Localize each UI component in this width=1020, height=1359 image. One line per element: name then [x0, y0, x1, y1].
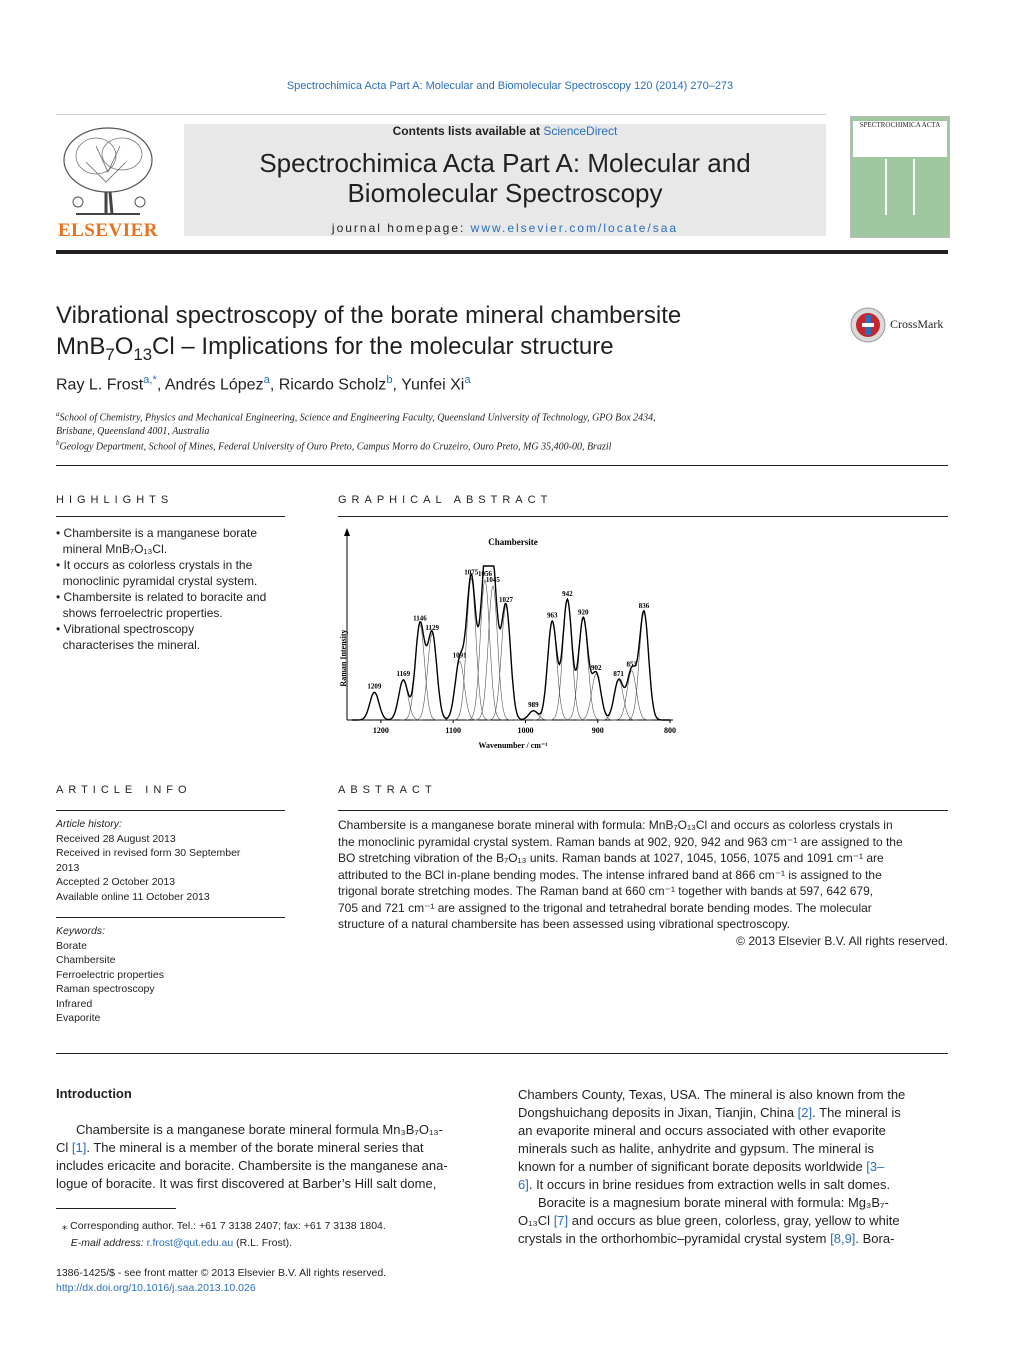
- elsevier-logo: [56, 122, 160, 240]
- keywords-list: Keywords: Borate Chambersite Ferroelectric properties Raman spectroscopy Infrared Evaporite: [56, 924, 281, 1026]
- x-tick-label: 1200: [372, 726, 389, 735]
- divider: [56, 465, 948, 466]
- author-name[interactable]: Ricardo Scholz: [278, 376, 387, 394]
- keyword: Borate: [56, 939, 87, 952]
- journal-homepage: journal homepage: www.elsevier.com/locate/saa: [331, 221, 679, 235]
- peak-label: 1146: [413, 614, 427, 623]
- header-rule: [56, 250, 948, 254]
- affiliation-b: $^b$Geology Department, School of Mines, Federal University of Ouro Preto, Campus Morro do Cruzeiro, Ouro Preto, MG 35,400-00, Brazil: [56, 439, 612, 453]
- peak-label: 836: [638, 602, 650, 611]
- section-heading: Introduction: [56, 1086, 132, 1101]
- email-link[interactable]: r.frost@qut.edu.au: [146, 1237, 234, 1249]
- keyword: Chambersite: [56, 954, 116, 966]
- doi-link[interactable]: http://dx.doi.org/10.1016/j.saa.2013.10.026: [56, 1282, 256, 1294]
- journal-cover: [850, 116, 950, 238]
- citation-link[interactable]: [8,9]: [830, 1231, 856, 1246]
- x-axis-label: Wavenumber / cm⁻¹: [478, 741, 548, 750]
- peak-label: 1056: [477, 569, 492, 578]
- journal-reference[interactable]: Spectrochimica Acta Part A: Molecular and Biomolecular Spectroscopy 120 (2014) 270–273: [286, 80, 734, 92]
- citation-link[interactable]: [1]: [71, 1140, 87, 1155]
- elsevier-tree-icon: [56, 122, 160, 220]
- highlights-heading: HIGHLIGHTS: [56, 494, 174, 506]
- band-component: [612, 671, 651, 720]
- article-info-heading: ARTICLE INFO: [56, 784, 192, 796]
- peak-label: 853: [626, 660, 637, 669]
- y-axis-arrow-icon: [344, 528, 350, 536]
- copyright: © 2013 Elsevier B.V. All rights reserved.: [736, 933, 948, 948]
- band-component: [355, 692, 394, 720]
- issn-block: 1386-1425/$ - see front matter © 2013 Elsevier B.V. All rights reserved. http://dx.doi.org/10.1016/j.saa.2013.10.026: [56, 1267, 387, 1294]
- peak-label: 1169: [396, 669, 411, 678]
- journal-title: Spectrochimica Acta Part A: Molecular and Biomolecular Spectroscopy: [259, 148, 751, 208]
- divider: [56, 114, 826, 115]
- crossmark-icon: [850, 307, 886, 343]
- crossmark-label: CrossMark: [890, 317, 944, 331]
- x-tick-label: 1100: [445, 726, 461, 735]
- peak-label: 1129: [425, 623, 440, 632]
- citation-link[interactable]: [3–: [866, 1159, 885, 1174]
- crossmark-badge[interactable]: [850, 307, 950, 343]
- band-component: [440, 662, 479, 721]
- peak-label: 1091: [452, 651, 467, 660]
- author-name[interactable]: Ray L. Frost: [56, 376, 144, 394]
- spectrum-envelope: [352, 566, 670, 720]
- citation-link[interactable]: [7]: [553, 1213, 569, 1228]
- list-item: • Vibrational spectroscopy characterises the mineral.: [56, 622, 201, 652]
- chart-title: Chambersite: [488, 537, 538, 547]
- citation-link[interactable]: [2]: [797, 1105, 813, 1120]
- intro-left-column: Chambersite is a manganese borate mineral formula Mn₃B₇O₁₃- Cl [1]. The mineral is a member of the borate mineral series that includes ericacite and boracite. Chambersite is the manganese ana- logue of boracite. It was first discovered at Barber’s Hill salt dome,: [56, 1122, 448, 1191]
- author-list: Ray L. Frost$^{a,*}$, Andrés López$^a$, Ricardo Scholz$^b$, Yunfei Xi$^a$: [56, 374, 471, 394]
- band-component: [413, 634, 452, 720]
- footnote: ⁎ Corresponding author. Tel.: +61 7 3138 2407; fax: +61 7 3138 1804. E-mail address: r.frost@qut.edu.au (R.L. Frost).: [62, 1220, 386, 1249]
- x-tick-label: 900: [591, 726, 604, 735]
- peak-label: 963: [546, 611, 558, 620]
- peak-label: 1075: [464, 568, 479, 577]
- homepage-link[interactable]: www.elsevier.com/locate/saa: [470, 221, 679, 235]
- article-history: Article history: Received 28 August 2013 Received in revised form 30 September 2013 Accepted 2 October 2013 Available online 11 October 2013: [56, 818, 241, 903]
- sciencedirect-link[interactable]: ScienceDirect: [543, 124, 618, 138]
- peak-label: 902: [591, 663, 602, 672]
- peak-label: 942: [562, 589, 573, 598]
- publisher-name: ELSEVIER: [57, 220, 159, 241]
- peak-label: 989: [528, 700, 539, 709]
- contents-line: Contents lists available at ScienceDirect: [392, 124, 618, 138]
- affiliation-a: $^a$School of Chemistry, Physics and Mechanical Engineering, Science and Engineering Faculty, Queensland University of Technology, GPO Box 2434, Brisbane, Queensland 4001, Australia: [56, 410, 656, 438]
- band-component: [599, 680, 638, 720]
- x-tick-label: 800: [664, 726, 676, 735]
- author-name[interactable]: Andrés López: [164, 376, 264, 394]
- list-item: • It occurs as colorless crystals in the monoclinic pyramidal crystal system.: [56, 558, 258, 588]
- band-component: [452, 578, 491, 720]
- intro-right-column: Chambers County, Texas, USA. The mineral is also known from the Dongshuichang deposits in Jixan, Tianjin, China [2]. The mineral is an evaporite mineral and occurs associated with other evaporite minerals such as halite, anhydrite and gypsum. The mineral is known for a number of significant borate deposits worldwide [3– 6]. It occurs in brine residues from extraction wells in salt domes. Boracite is a magnesium borate mineral with formula: Mg₃B₇- O₁₃Cl [7] and occurs as blue green, colorless, gray, yellow to white crystals in the orthorhombic–pyramidal crystal system [8,9]. Bora-: [518, 1087, 906, 1246]
- peak-label: 871: [613, 669, 624, 678]
- author-name[interactable]: Yunfei Xi: [401, 376, 465, 394]
- peak-label: 1045: [485, 576, 500, 585]
- journal-banner: [184, 124, 826, 236]
- peak-label: 1209: [367, 682, 382, 691]
- raman-spectrum-chart: [338, 528, 683, 750]
- abstract-heading: ABSTRACT: [338, 784, 437, 796]
- cover-title: SPECTROCHIMICA ACTA: [853, 121, 947, 157]
- peak-label: 1027: [498, 596, 513, 605]
- highlights-list: [56, 525, 291, 653]
- keyword: Evaporite: [56, 1012, 101, 1024]
- x-tick-label: 1000: [517, 726, 534, 735]
- keyword: Infrared: [56, 997, 93, 1010]
- band-component: [384, 680, 423, 720]
- graphical-abstract-heading: GRAPHICAL ABSTRACT: [338, 494, 553, 506]
- list-item: • Chambersite is a manganese borate mineral MnB₇O₁₃Cl.: [56, 526, 257, 556]
- y-axis-label: Raman Intensity: [339, 629, 348, 687]
- band-component: [486, 606, 525, 720]
- keyword: Raman spectroscopy: [56, 983, 155, 995]
- keyword: Ferroelectric properties: [56, 968, 164, 981]
- abstract-text: Chambersite is a manganese borate mineral with formula: MnB₇O₁₃Cl and occurs as colorless crystals in the monoclinic pyramidal crystal system. Raman bands at 902, 920, 942 and 963 cm⁻¹ are assigned to the BO stretching vibration of the B₇O₁₃ units. Raman bands at 1027, 1045, 1056, 1075 and 1091 cm⁻¹ are attributed to the BCl in-plane bending modes. The intense infrared band at 866 cm⁻¹ is assigned to the trigonal borate stretching modes. The Raman band at 660 cm⁻¹ together with bands at 597, 642 679, 705 and 721 cm⁻¹ are assigned to the trigonal and tetrahedral borate bending modes. The molecular structure of a natural chambersite has been assessed using vibrational spectroscopy. © 2013 Elsevier B.V. All rights reserved.: [338, 818, 948, 948]
- citation-link[interactable]: 6]: [518, 1177, 529, 1192]
- list-item: • Chambersite is related to boracite and shows ferroelectric properties.: [56, 590, 267, 620]
- article-title: Vibrational spectroscopy of the borate mineral chambersite $MnB_7O_{13}Cl$ – Implications for the molecular structure: [56, 302, 682, 364]
- peak-label: 920: [578, 608, 589, 617]
